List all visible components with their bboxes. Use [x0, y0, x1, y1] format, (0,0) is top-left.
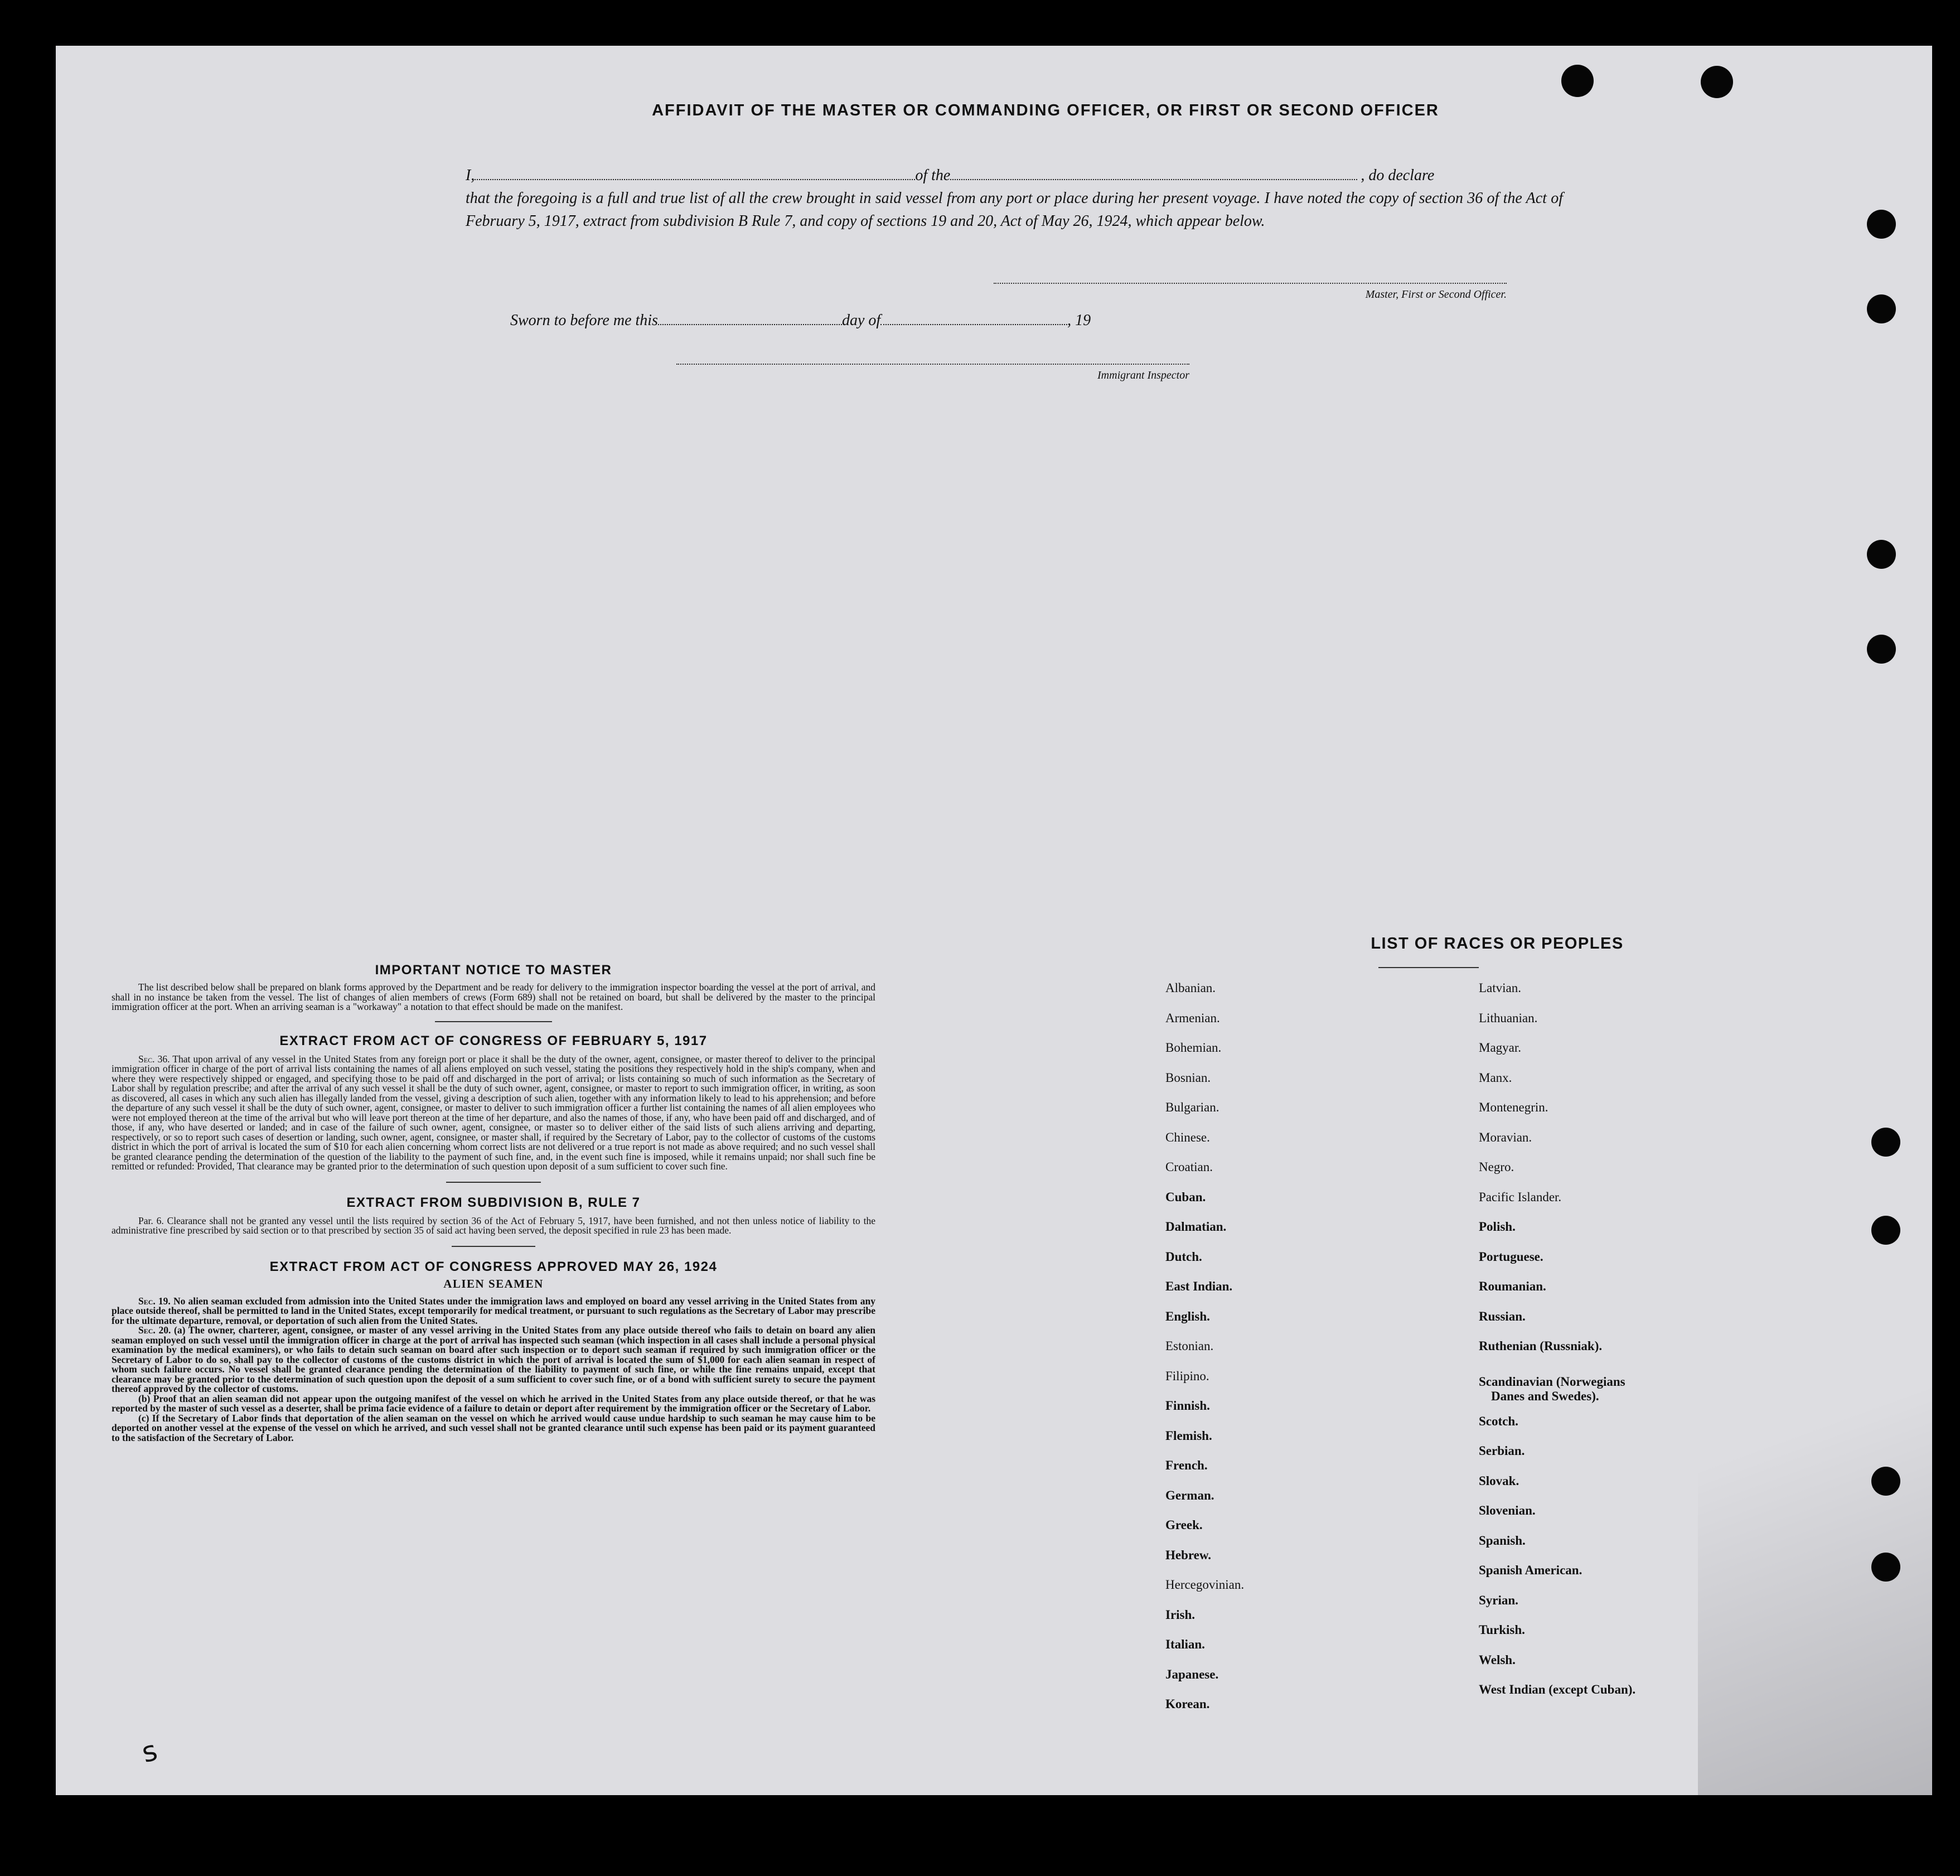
punch-hole — [1871, 1553, 1900, 1582]
race-item: Portuguese. — [1479, 1249, 1543, 1264]
race-item: Welsh. — [1479, 1652, 1516, 1667]
alien-seamen-subtitle: ALIEN SEAMEN — [443, 1277, 544, 1290]
race-item: Pacific Islander. — [1479, 1190, 1562, 1204]
divider — [452, 1246, 535, 1247]
race-item: Negro. — [1479, 1160, 1514, 1174]
race-item: Albanian. — [1165, 981, 1216, 995]
declaration-i: I, — [466, 167, 475, 184]
sec-20a-text: (a) The owner, charterer, agent, consignee, or master of any vessel arriving in the United States from any place outside thereof who fails to detain on board any alien seaman employed on such vessel until the immigration officer in charge at the port of arrival has inspected such seaman (which inspection in all cases shall include a personal physical examination by the medical examiners), or who fails to detain such seaman on board after such inspection or to deport such seaman if required by such immigration officer or the Secretary of Labor to do so, shall pay to the collector of customs of the customs district in which the port of arrival is located the sum of $1,000 for each alien seaman in respect of whom such failure occurs. No vessel shall be granted clearance pending the determination of the liability to payment of such fine, or while the fine remains unpaid, except that clearance may be granted prior to the determination of such question upon the deposit of a sum sufficient to cover such fine, or of a bond with sufficient surety to secure the payment thereof approved by the collector of customs. — [112, 1324, 875, 1394]
race-item: Slovak. — [1479, 1473, 1519, 1488]
form-sheet — [56, 46, 1932, 1795]
handwritten-mark: s — [138, 1734, 161, 1769]
race-item: Lithuanian. — [1479, 1010, 1538, 1025]
race-item: Filipino. — [1165, 1369, 1209, 1383]
race-item: Slovenian. — [1479, 1503, 1536, 1517]
master-signature-label: Master, First or Second Officer. — [1365, 288, 1507, 301]
punch-hole — [1867, 210, 1896, 239]
sworn-month-field[interactable] — [880, 312, 1067, 325]
act-1917-title: EXTRACT FROM ACT OF CONGRESS OF FEBRUARY 5, 1917 — [279, 1033, 708, 1048]
race-item: Croatian. — [1165, 1160, 1213, 1174]
sec-20b: (b) Proof that an alien seaman did not appear upon the outgoing manifest of the vessel on which he arrived in the United States from any place outside thereof, or that he was reported by the master of such vessel as a deserter, shall be prima facie evidence of a failure to detain or deport after requirement by the immigration officer or the Secretary of Labor. — [112, 1393, 875, 1414]
vessel-field[interactable] — [950, 167, 1357, 180]
race-item: Roumanian. — [1479, 1279, 1546, 1293]
races-title-rule — [1378, 967, 1479, 968]
race-item: Danes and Swedes). — [1491, 1389, 1599, 1403]
race-item: Dutch. — [1165, 1249, 1202, 1264]
race-item: Syrian. — [1479, 1593, 1518, 1607]
race-item: Greek. — [1165, 1518, 1203, 1532]
race-item: French. — [1165, 1458, 1208, 1472]
sworn-day-of: day of — [841, 312, 881, 329]
sec-20c: (c) If the Secretary of Labor finds that deportation of the alien seaman on the vessel on which he arrived would cause undue hardship to such seaman he may cause him to be deported on another vessel at the expense of the vessel on which he arrived, and such vessel shall not be granted clearance until such expense has been paid or its payment guaranteed to the satisfaction of the Secretary of Labor. — [112, 1412, 875, 1443]
declaration-line-1 — [466, 164, 1563, 187]
punch-hole — [1561, 65, 1594, 97]
declaration-do-declare: , do declare — [1361, 167, 1435, 184]
sec-19-label: Sec. 19. — [138, 1295, 171, 1307]
race-item: Turkish. — [1479, 1623, 1525, 1637]
punch-hole — [1867, 540, 1896, 569]
race-item: Bulgarian. — [1165, 1100, 1219, 1114]
race-item: Magyar. — [1479, 1041, 1522, 1055]
race-item: Spanish American. — [1479, 1563, 1582, 1577]
race-item: Italian. — [1165, 1637, 1205, 1651]
race-item: Armenian. — [1165, 1010, 1220, 1025]
races-left-column — [1165, 980, 1388, 1727]
sec-20-label: Sec. 20. — [138, 1324, 171, 1336]
sec-19 — [112, 1297, 875, 1326]
sec-36-text: That upon arrival of any vessel in the United States from any foreign port or place it shall be the duty of the owner, agent, consignee, or master thereof to deliver to the principal immigration officer in charge of the port of arrival lists containing the names of all aliens employed on such vessel, stating the positions they respectively hold in the ship's company, when and where they were respectively shipped or engaged, and specifying those to be paid off and discharged in the port of arrival; or lists containing so much of such information as the Secretary of Labor shall by regulation prescribe; and after the arrival of any such vessel it shall be the duty of such owner, agent, consignee, or master to report to such immigration officer, in writing, as soon as discovered, all cases in which any such alien has illegally landed from the vessel, giving a description of such alien, together with any information likely to lead to his apprehension; and before the departure of any such vessel it shall be the duty of such owner, agent, consignee, or master to deliver to such immigration officer a further list containing the names of all alien employees who were not employed thereon at the time of the arrival but who will leave port thereon at the time of her departure, and also the names of those, if any, who have been paid off and discharged, and of those, if any, who have deserted or landed; and in case of the failure of such owner, agent, consignee, or master so to deliver either of the said lists of such aliens arriving and departing, respectively, or so to report such cases of desertion or landing, such owner, agent, consignee, or master shall, if required by the Secretary of Labor, pay to the collector of customs of the customs district in which the port of arrival is located the sum of $10 for each alien concerning whom correct lists are not delivered or a true report is not made as above required; and no such vessel shall be granted clearance pending the determination of the question of the liability to the payment of such fine, and, in the event such fine is imposed, while it remains unpaid; nor shall such fine be remitted or refunded: Provided, That clearance may be granted prior to the determination of such question upon deposit of a sum sufficient to cover such fine. — [112, 1053, 875, 1172]
race-item: Latvian. — [1479, 981, 1521, 995]
affidavit-declaration — [466, 164, 1563, 233]
races-right-column — [1479, 980, 1746, 1712]
race-item: Hercegovinian. — [1165, 1578, 1245, 1592]
sec-19-text: No alien seaman excluded from admission into the United States under the immigration laws and employed on board any vessel arriving in the United States from any place outside thereof, shall be permitted to land in the United States, except temporarily for medical treatment, or pursuant to such regulations as the Secretary of Labor may prescribe for the ultimate departure, removal, or deportation of such alien from the United States. — [112, 1295, 876, 1326]
race-item: Bosnian. — [1165, 1070, 1211, 1085]
rule-7-title: EXTRACT FROM SUBDIVISION B, RULE 7 — [346, 1195, 641, 1210]
divider — [435, 1021, 552, 1022]
race-item: Korean. — [1165, 1697, 1210, 1711]
punch-hole — [1701, 66, 1733, 98]
declaration-of-the: of the — [915, 167, 951, 184]
race-item: Russian. — [1479, 1309, 1526, 1323]
punch-hole — [1867, 635, 1896, 664]
declaration-text: that the foregoing is a full and true list of all the crew brought in said vessel from any port or place during her present voyage. I have noted the copy of section 36 of the Act of February 5, 1917, extract from subdivision B Rule 7, and copy of sections 19 and 20, Act of May 26, 1924, which appear below. — [466, 190, 1563, 230]
race-item: Flemish. — [1165, 1428, 1212, 1443]
divider — [446, 1182, 541, 1183]
race-item: Cuban. — [1165, 1190, 1206, 1204]
race-item: Japanese. — [1165, 1667, 1219, 1681]
race-item: Dalmatian. — [1165, 1220, 1227, 1234]
name-field[interactable] — [475, 167, 915, 180]
race-item: Chinese. — [1165, 1130, 1210, 1144]
race-item: English. — [1165, 1309, 1210, 1323]
left-column — [112, 963, 875, 1443]
punch-hole — [1871, 1216, 1900, 1245]
master-signature-line[interactable] — [994, 283, 1507, 284]
act-1924-title: EXTRACT FROM ACT OF CONGRESS APPROVED MAY 26, 1924 — [269, 1259, 718, 1274]
race-item: Polish. — [1479, 1220, 1516, 1234]
notice-title: IMPORTANT NOTICE TO MASTER — [375, 963, 612, 978]
sworn-line — [510, 309, 1207, 332]
sec-20a — [112, 1326, 875, 1394]
inspector-label: Immigrant Inspector — [1097, 369, 1189, 381]
race-item: Scotch. — [1479, 1414, 1518, 1428]
race-item: Serbian. — [1479, 1444, 1525, 1458]
punch-hole — [1867, 294, 1896, 323]
sworn-day-field[interactable] — [658, 312, 842, 325]
race-item: East Indian. — [1165, 1279, 1233, 1293]
race-item: Irish. — [1165, 1607, 1196, 1622]
sworn-year: , 19 — [1067, 312, 1091, 329]
race-item: Ruthenian (Russniak). — [1479, 1339, 1603, 1353]
race-item: Estonian. — [1165, 1339, 1214, 1353]
sworn-label: Sworn to before me this — [510, 312, 658, 329]
act-1917-text — [112, 1055, 875, 1172]
races-title: LIST OF RACES OR PEOPLES — [1371, 935, 1624, 952]
affidavit-title: AFFIDAVIT OF THE MASTER OR COMMANDING OFFICER, OR FIRST OR SECOND OFFICER — [652, 101, 1439, 119]
race-item: Montenegrin. — [1479, 1100, 1548, 1114]
rule-7-text: Par. 6. Clearance shall not be granted any vessel until the lists required by section 36 of the Act of February 5, 1917, have been furnished, and not then unless notice of liability to the administrative fine prescribed by said section or to that prescribed by section 35 of said act having been served, the deposit specified in rule 23 has been made. — [112, 1215, 875, 1236]
race-item: Moravian. — [1479, 1130, 1532, 1144]
sec-36-label: Sec. 36. — [138, 1053, 170, 1065]
race-item: Manx. — [1479, 1070, 1512, 1085]
race-item: Bohemian. — [1165, 1041, 1222, 1055]
punch-hole — [1871, 1467, 1900, 1496]
inspector-signature-line[interactable] — [676, 364, 1189, 365]
race-item: Hebrew. — [1165, 1548, 1211, 1562]
race-item: German. — [1165, 1488, 1214, 1502]
race-item: West Indian (except Cuban). — [1479, 1682, 1636, 1696]
notice-text: The list described below shall be prepared on blank forms approved by the Department and be ready for delivery to the immigration inspector boarding the vessel at the port of arrival, and shall in no instance be taken from the vessel. The list of changes of alien members of crews (Form 689) shall not be retained on board, but shall be delivered by the master to the principal immigration officer at the port. When an arriving seaman is a "workaway" a notation to that effect should be made on the manifest. — [112, 981, 875, 1012]
race-item: Finnish. — [1165, 1399, 1210, 1413]
race-item: Scandinavian (Norwegians — [1479, 1374, 1625, 1389]
punch-hole — [1871, 1128, 1900, 1157]
race-item: Spanish. — [1479, 1533, 1526, 1548]
